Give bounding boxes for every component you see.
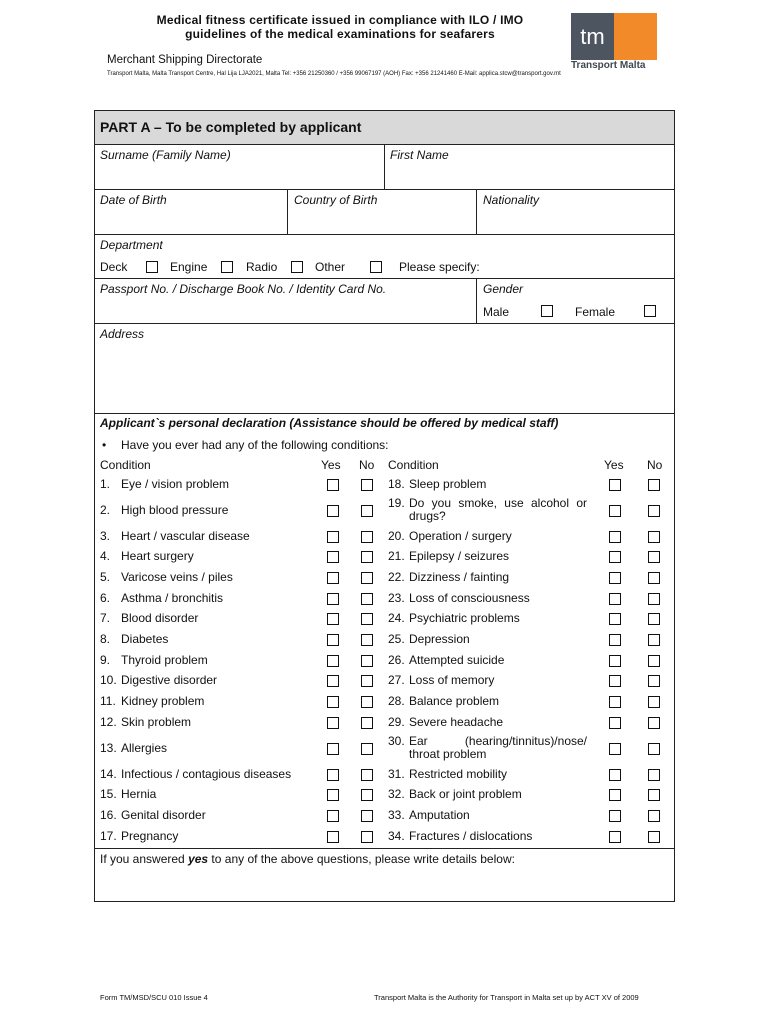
condition-yes-checkbox[interactable] bbox=[609, 655, 621, 667]
condition-no-checkbox[interactable] bbox=[361, 613, 373, 625]
document-title bbox=[110, 13, 570, 41]
condition-number: 21. bbox=[388, 549, 405, 563]
condition-no-checkbox[interactable] bbox=[361, 696, 373, 708]
condition-row-right bbox=[388, 612, 587, 626]
condition-no-checkbox[interactable] bbox=[648, 743, 660, 755]
condition-yes-checkbox[interactable] bbox=[327, 634, 339, 646]
gender-male-label: Male bbox=[483, 305, 510, 319]
condition-number: 22. bbox=[388, 570, 405, 584]
condition-row-left bbox=[100, 612, 321, 626]
condition-row-right bbox=[388, 550, 587, 564]
condition-text: Attempted suicide bbox=[409, 653, 505, 667]
authority-note: Transport Malta is the Authority for Transport in Malta set up by ACT XV of 2009 bbox=[374, 993, 639, 1002]
form-id: Form TM/MSD/SCU 010 Issue 4 bbox=[100, 993, 208, 1002]
condition-row-right bbox=[388, 716, 587, 730]
condition-number: 14. bbox=[100, 767, 117, 781]
condition-yes-checkbox[interactable] bbox=[327, 717, 339, 729]
passport-label: Passport No. / Discharge Book No. / Identity Card No. bbox=[100, 282, 387, 296]
condition-number: 23. bbox=[388, 591, 405, 605]
part-a-header bbox=[95, 111, 674, 144]
department-label: Department bbox=[100, 238, 163, 252]
condition-number: 20. bbox=[388, 529, 405, 543]
condition-row-right bbox=[388, 768, 587, 782]
condition-text: Heart / vascular disease bbox=[121, 529, 250, 543]
condition-text: Fractures / dislocations bbox=[409, 829, 533, 843]
country-of-birth-label: Country of Birth bbox=[294, 193, 378, 207]
condition-number: 8. bbox=[100, 632, 111, 646]
first-name-label: First Name bbox=[390, 148, 449, 162]
condition-number: 25. bbox=[388, 632, 405, 646]
condition-text: Digestive disorder bbox=[121, 673, 218, 687]
condition-no-checkbox[interactable] bbox=[361, 789, 373, 801]
condition-no-checkbox[interactable] bbox=[648, 696, 660, 708]
condition-number: 15. bbox=[100, 787, 117, 801]
condition-text: Dizziness / fainting bbox=[409, 570, 510, 584]
condition-number: 5. bbox=[100, 570, 111, 584]
condition-number: 4. bbox=[100, 549, 111, 563]
condition-number: 26. bbox=[388, 653, 405, 667]
condition-number: 6. bbox=[100, 591, 111, 605]
condition-number: 30. bbox=[388, 734, 405, 748]
condition-row-left bbox=[100, 830, 321, 844]
condition-row-left bbox=[100, 788, 321, 802]
condition-yes-checkbox[interactable] bbox=[327, 789, 339, 801]
title-line-2: guidelines of the medical examinations for seafarers bbox=[185, 27, 495, 41]
condition-text: Eye / vision problem bbox=[121, 477, 230, 491]
condition-number: 11. bbox=[100, 694, 116, 708]
dept-deck-checkbox[interactable] bbox=[146, 261, 158, 273]
country-of-birth-field[interactable] bbox=[290, 210, 473, 232]
condition-yes-checkbox[interactable] bbox=[609, 551, 621, 563]
condition-no-checkbox[interactable] bbox=[648, 634, 660, 646]
condition-yes-checkbox[interactable] bbox=[609, 810, 621, 822]
condition-no-checkbox[interactable] bbox=[361, 572, 373, 584]
condition-text: Allergies bbox=[121, 741, 168, 755]
condition-row-left bbox=[100, 504, 321, 518]
condition-number: 29. bbox=[388, 715, 405, 729]
left-condition-header: Condition bbox=[100, 458, 151, 472]
condition-yes-checkbox[interactable] bbox=[327, 675, 339, 687]
condition-number: 28. bbox=[388, 694, 405, 708]
dept-radio-checkbox[interactable] bbox=[291, 261, 303, 273]
part-a-form bbox=[94, 110, 675, 902]
condition-no-checkbox[interactable] bbox=[361, 831, 373, 843]
condition-no-checkbox[interactable] bbox=[648, 551, 660, 563]
condition-no-checkbox[interactable] bbox=[361, 634, 373, 646]
nationality-field[interactable] bbox=[479, 210, 673, 232]
condition-text: Epilepsy / seizures bbox=[409, 549, 510, 563]
condition-text: Infectious / contagious diseases bbox=[121, 767, 292, 781]
condition-number: 32. bbox=[388, 787, 405, 801]
condition-row-right bbox=[388, 830, 587, 844]
condition-row-left bbox=[100, 633, 321, 647]
condition-text: Depression bbox=[409, 632, 470, 646]
condition-number: 16. bbox=[100, 808, 117, 822]
condition-row-right bbox=[388, 633, 587, 647]
department-specify-field[interactable] bbox=[487, 257, 673, 275]
condition-number: 18. bbox=[388, 477, 405, 491]
condition-yes-checkbox[interactable] bbox=[609, 593, 621, 605]
condition-number: 27. bbox=[388, 673, 405, 687]
condition-row-right bbox=[388, 478, 587, 492]
condition-row-left bbox=[100, 674, 321, 688]
gender-female-checkbox[interactable] bbox=[644, 305, 656, 317]
condition-number: 24. bbox=[388, 611, 405, 625]
dept-other-label: Other bbox=[315, 260, 346, 274]
condition-number: 17. bbox=[100, 829, 117, 843]
condition-yes-checkbox[interactable] bbox=[609, 831, 621, 843]
condition-yes-checkbox[interactable] bbox=[327, 696, 339, 708]
condition-row-left bbox=[100, 478, 321, 492]
transport-malta-logo bbox=[571, 13, 657, 60]
first-name-field[interactable] bbox=[387, 165, 673, 187]
declaration-title: Applicant`s personal declaration (Assistance should be offered by medical staff) bbox=[100, 416, 559, 430]
condition-number: 34. bbox=[388, 829, 405, 843]
condition-yes-checkbox[interactable] bbox=[327, 831, 339, 843]
condition-text: Hernia bbox=[121, 787, 157, 801]
condition-yes-checkbox[interactable] bbox=[327, 655, 339, 667]
condition-text: Psychiatric problems bbox=[409, 611, 520, 625]
dept-engine-checkbox[interactable] bbox=[221, 261, 233, 273]
condition-row-right bbox=[388, 788, 587, 802]
condition-no-checkbox[interactable] bbox=[648, 593, 660, 605]
condition-text: High blood pressure bbox=[121, 503, 229, 517]
condition-row-right bbox=[388, 654, 587, 668]
condition-text: Operation / surgery bbox=[409, 529, 512, 543]
condition-no-checkbox[interactable] bbox=[361, 505, 373, 517]
condition-no-checkbox[interactable] bbox=[361, 717, 373, 729]
condition-no-checkbox[interactable] bbox=[648, 531, 660, 543]
condition-text: Asthma / bronchitis bbox=[121, 591, 224, 605]
condition-number: 33. bbox=[388, 808, 405, 822]
condition-no-checkbox[interactable] bbox=[648, 717, 660, 729]
condition-yes-checkbox[interactable] bbox=[327, 531, 339, 543]
condition-text: Diabetes bbox=[121, 632, 169, 646]
condition-yes-checkbox[interactable] bbox=[327, 551, 339, 563]
condition-no-checkbox[interactable] bbox=[361, 655, 373, 667]
condition-text: Heart surgery bbox=[121, 549, 194, 563]
condition-no-checkbox[interactable] bbox=[648, 505, 660, 517]
dept-other-checkbox[interactable] bbox=[370, 261, 382, 273]
surname-label: Surname (Family Name) bbox=[100, 148, 231, 162]
condition-text: Thyroid problem bbox=[121, 653, 208, 667]
declaration-question: Have you ever had any of the following conditions: bbox=[121, 438, 389, 452]
condition-no-checkbox[interactable] bbox=[648, 831, 660, 843]
condition-row-left bbox=[100, 550, 321, 564]
condition-yes-checkbox[interactable] bbox=[609, 696, 621, 708]
condition-text: Loss of memory bbox=[409, 673, 495, 687]
address-field[interactable] bbox=[97, 343, 673, 410]
condition-text: Genital disorder bbox=[121, 808, 206, 822]
condition-no-checkbox[interactable] bbox=[648, 572, 660, 584]
condition-yes-checkbox[interactable] bbox=[327, 743, 339, 755]
condition-row-left bbox=[100, 571, 321, 585]
condition-row-right bbox=[388, 809, 587, 823]
condition-row-left bbox=[100, 654, 321, 668]
condition-number: 7. bbox=[100, 611, 111, 625]
gender-label: Gender bbox=[483, 282, 524, 296]
part-a-title: PART A – To be completed by applicant bbox=[100, 119, 362, 135]
contact-details: Transport Malta, Malta Transport Centre, Hal Lija LJA2021, Malta Tel: +356 21250360 / +356 99067197 (AOH) Fax: +356 21241460 E-Mail: applica.stcw@transport.gov.mt bbox=[107, 71, 561, 77]
condition-yes-checkbox[interactable] bbox=[327, 505, 339, 517]
condition-no-checkbox[interactable] bbox=[361, 675, 373, 687]
condition-number: 19. bbox=[388, 496, 405, 510]
condition-yes-checkbox[interactable] bbox=[609, 634, 621, 646]
dept-engine-label: Engine bbox=[170, 260, 208, 274]
condition-no-checkbox[interactable] bbox=[648, 675, 660, 687]
condition-text: Back or joint problem bbox=[409, 787, 522, 801]
condition-number: 31. bbox=[388, 767, 405, 781]
condition-text: Amputation bbox=[409, 808, 470, 822]
condition-row-right bbox=[388, 695, 587, 709]
dept-radio-label: Radio bbox=[246, 260, 278, 274]
condition-row-left bbox=[100, 768, 321, 782]
condition-row-right bbox=[388, 530, 587, 544]
condition-yes-checkbox[interactable] bbox=[327, 479, 339, 491]
passport-field[interactable] bbox=[97, 299, 473, 321]
condition-yes-checkbox[interactable] bbox=[327, 810, 339, 822]
condition-text: Kidney problem bbox=[121, 694, 205, 708]
condition-row-left bbox=[100, 809, 321, 823]
condition-text: Do you smoke, use alcohol or drugs? bbox=[409, 496, 587, 523]
dept-deck-label: Deck bbox=[100, 260, 128, 274]
condition-row-left bbox=[100, 742, 321, 756]
condition-text: Restricted mobility bbox=[409, 767, 508, 781]
right-condition-header: Condition bbox=[388, 458, 439, 472]
condition-row-left bbox=[100, 592, 321, 606]
condition-text: Loss of consciousness bbox=[409, 591, 530, 605]
condition-text: Ear (hearing/tinnitus)/nose/ throat problem bbox=[409, 734, 587, 761]
condition-row-left bbox=[100, 530, 321, 544]
condition-yes-checkbox[interactable] bbox=[609, 531, 621, 543]
condition-number: 10. bbox=[100, 673, 117, 687]
condition-no-checkbox[interactable] bbox=[648, 479, 660, 491]
condition-no-checkbox[interactable] bbox=[648, 789, 660, 801]
condition-number: 13. bbox=[100, 741, 117, 755]
logo-orange-block bbox=[614, 13, 657, 60]
condition-text: Pregnancy bbox=[121, 829, 179, 843]
details-instruction: If you answered yes to any of the above questions, please write details below: bbox=[100, 852, 515, 866]
condition-no-checkbox[interactable] bbox=[648, 769, 660, 781]
condition-no-checkbox[interactable] bbox=[361, 810, 373, 822]
surname-field[interactable] bbox=[97, 165, 381, 187]
nationality-label: Nationality bbox=[483, 193, 540, 207]
condition-yes-checkbox[interactable] bbox=[609, 613, 621, 625]
condition-no-checkbox[interactable] bbox=[648, 613, 660, 625]
condition-yes-checkbox[interactable] bbox=[609, 769, 621, 781]
condition-text: Skin problem bbox=[121, 715, 192, 729]
condition-no-checkbox[interactable] bbox=[648, 655, 660, 667]
details-emphasis: yes bbox=[188, 852, 209, 866]
condition-yes-checkbox[interactable] bbox=[609, 572, 621, 584]
condition-text: Blood disorder bbox=[121, 611, 199, 625]
condition-number: 1. bbox=[100, 477, 111, 491]
condition-no-checkbox[interactable] bbox=[361, 743, 373, 755]
condition-number: 9. bbox=[100, 653, 111, 667]
condition-no-checkbox[interactable] bbox=[361, 593, 373, 605]
date-of-birth-label: Date of Birth bbox=[100, 193, 167, 207]
logo-name: Transport Malta bbox=[571, 60, 646, 71]
title-line-1: Medical fitness certificate issued in compliance with ILO / IMO bbox=[156, 13, 524, 27]
condition-yes-checkbox[interactable] bbox=[609, 717, 621, 729]
gender-female-label: Female bbox=[575, 305, 616, 319]
condition-text: Severe headache bbox=[409, 715, 504, 729]
condition-row-right bbox=[388, 592, 587, 606]
condition-no-checkbox[interactable] bbox=[361, 531, 373, 543]
address-label: Address bbox=[100, 327, 145, 341]
condition-yes-checkbox[interactable] bbox=[609, 505, 621, 517]
condition-text: Balance problem bbox=[409, 694, 500, 708]
date-of-birth-field[interactable] bbox=[97, 210, 284, 232]
condition-yes-checkbox[interactable] bbox=[327, 613, 339, 625]
condition-row-left bbox=[100, 695, 321, 709]
condition-no-checkbox[interactable] bbox=[648, 810, 660, 822]
gender-male-checkbox[interactable] bbox=[541, 305, 553, 317]
condition-yes-checkbox[interactable] bbox=[609, 743, 621, 755]
condition-no-checkbox[interactable] bbox=[361, 769, 373, 781]
condition-row-right bbox=[388, 735, 587, 763]
condition-yes-checkbox[interactable] bbox=[327, 572, 339, 584]
condition-yes-checkbox[interactable] bbox=[327, 769, 339, 781]
directorate-name: Merchant Shipping Directorate bbox=[107, 54, 263, 66]
please-specify-label: Please specify: bbox=[399, 260, 480, 274]
left-yes-header: Yes bbox=[321, 458, 341, 472]
condition-yes-checkbox[interactable] bbox=[609, 675, 621, 687]
condition-row-left bbox=[100, 716, 321, 730]
logo-monogram: tm bbox=[571, 13, 614, 60]
condition-number: 3. bbox=[100, 529, 111, 543]
condition-text: Varicose veins / piles bbox=[121, 570, 233, 584]
condition-yes-checkbox[interactable] bbox=[327, 593, 339, 605]
condition-row-right bbox=[388, 674, 587, 688]
bullet-icon: • bbox=[102, 438, 107, 452]
condition-no-checkbox[interactable] bbox=[361, 551, 373, 563]
left-no-header: No bbox=[359, 458, 375, 472]
condition-no-checkbox[interactable] bbox=[361, 479, 373, 491]
details-field[interactable] bbox=[97, 869, 673, 900]
condition-number: 2. bbox=[100, 503, 111, 517]
right-yes-header: Yes bbox=[604, 458, 624, 472]
condition-text: Sleep problem bbox=[409, 477, 487, 491]
right-no-header: No bbox=[647, 458, 663, 472]
condition-row-right bbox=[388, 571, 587, 585]
condition-row-right bbox=[388, 497, 587, 525]
condition-yes-checkbox[interactable] bbox=[609, 479, 621, 491]
condition-yes-checkbox[interactable] bbox=[609, 789, 621, 801]
condition-number: 12. bbox=[100, 715, 117, 729]
